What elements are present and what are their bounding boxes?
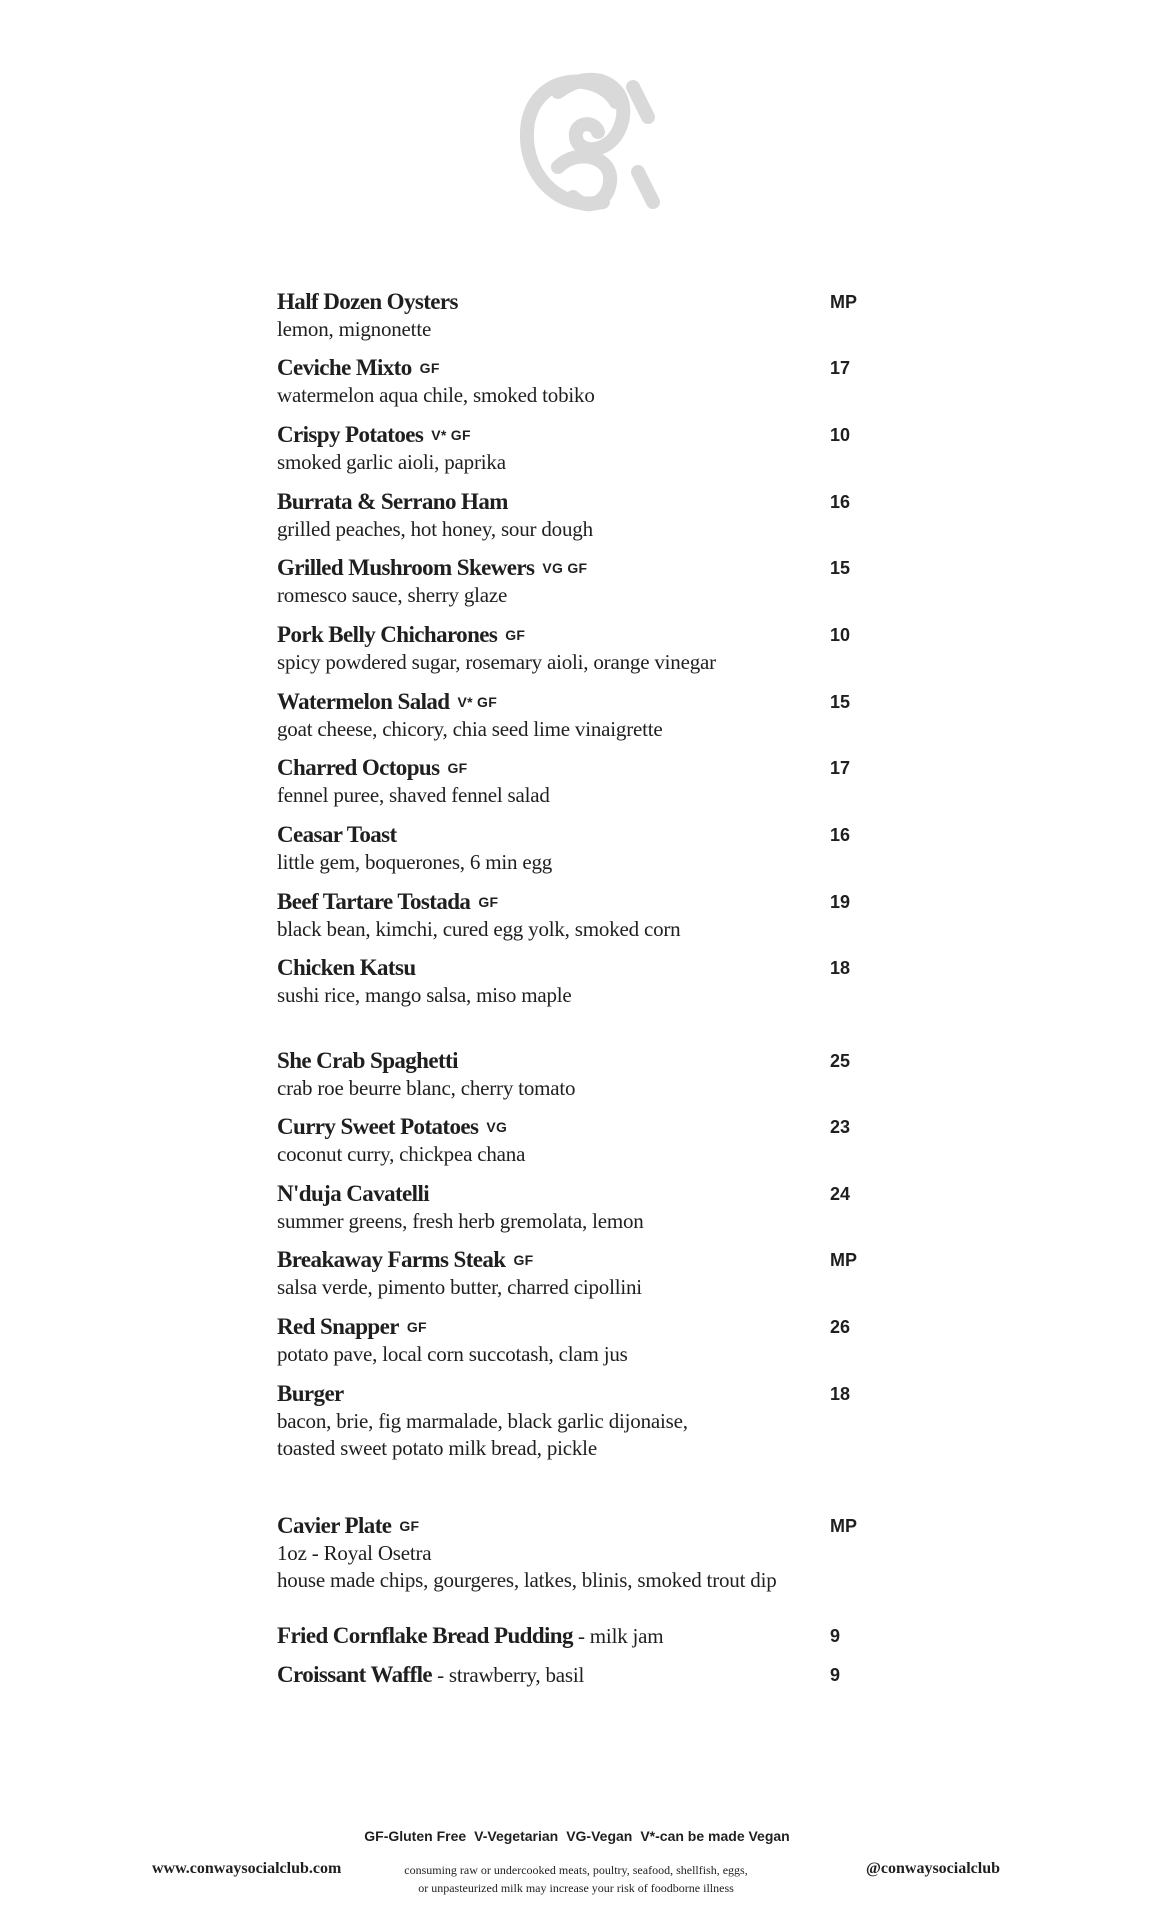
item-description: toasted sweet potato milk bread, pickle [277,1436,597,1460]
item-title: Red Snapper [277,1314,399,1339]
item-title: Breakaway Farms Steak [277,1247,506,1272]
item-title: Burger [277,1381,344,1406]
item-description: coconut curry, chickpea chana [277,1142,526,1166]
dietary-tag: GF [399,1518,420,1534]
menu-item [277,421,877,476]
disclaimer-line-2: or unpasteurized milk may increase your risk of foodborne illness [418,1881,734,1895]
website-link[interactable]: www.conwaysocialclub.com [152,1860,342,1877]
item-title: Half Dozen Oysters [277,289,458,314]
dessert-description: - strawberry, basil [432,1663,585,1687]
item-description: grilled peaches, hot honey, sour dough [277,517,593,541]
item-price: 26 [830,1317,851,1337]
item-description: 1oz - Royal Osetra [277,1541,432,1565]
dessert-description: - milk jam [572,1624,664,1648]
item-title: N'duja Cavatelli [277,1181,430,1206]
item-price: MP [830,1516,857,1536]
item-name [277,688,877,716]
item-description: black bean, kimchi, cured egg yolk, smoked corn [277,917,681,941]
dietary-tag: GF [419,360,440,376]
item-title: Burrata & Serrano Ham [277,489,508,514]
item-description: little gem, boquerones, 6 min egg [277,850,553,874]
menu-item [277,954,877,1009]
menu-item [277,288,877,343]
item-description: fennel puree, shaved fennel salad [277,783,550,807]
dessert-item [277,1661,877,1689]
item-price: 16 [830,825,851,845]
item-description: sushi rice, mango salsa, miso maple [277,983,572,1007]
menu-item [277,1180,877,1235]
item-name [277,1047,877,1075]
dietary-tag: GF [478,894,499,910]
dessert-price: 9 [830,1665,841,1685]
item-price: 10 [830,625,851,645]
item-price: 24 [830,1184,851,1204]
item-price: 17 [830,358,851,378]
item-title: Grilled Mushroom Skewers [277,555,535,580]
item-name [277,754,877,782]
item-description: bacon, brie, fig marmalade, black garlic dijonaise, [277,1409,688,1433]
item-title: Ceviche Mixto [277,355,412,380]
item-price: 15 [830,692,851,712]
item-description: salsa verde, pimento butter, charred cipollini [277,1275,642,1299]
dietary-tag: GF [447,760,468,776]
dietary-tag: GF [406,1319,427,1335]
item-description: smoked garlic aioli, paprika [277,450,506,474]
menu-item [277,1313,877,1368]
dietary-tag: GF [513,1252,534,1268]
item-title: Curry Sweet Potatoes [277,1114,479,1139]
item-name [277,1512,877,1540]
item-name [277,621,877,649]
item-description: romesco sauce, sherry glaze [277,583,508,607]
item-title: Charred Octopus [277,755,440,780]
menu-item [277,754,877,809]
item-description: lemon, mignonette [277,317,432,341]
item-price: 19 [830,892,851,912]
health-disclaimer [360,1861,792,1897]
dietary-legend [0,1828,1154,1844]
item-name [277,554,877,582]
item-price: 10 [830,425,851,445]
item-name [277,1180,877,1208]
item-name [277,354,877,382]
dessert-line [277,1622,877,1650]
disclaimer-line-1: consuming raw or undercooked meats, poultry, seafood, shellfish, eggs, [404,1863,748,1877]
legend-entry: V-Vegetarian [474,1828,559,1844]
item-price: 16 [830,492,851,512]
item-price: 18 [830,1384,851,1404]
item-name [277,288,877,316]
dessert-name: Fried Cornflake Bread Pudding [277,1623,573,1648]
menu-item [277,1380,877,1462]
menu-item [277,1113,877,1168]
menu-item [277,488,877,543]
item-name [277,421,877,449]
item-description: goat cheese, chicory, chia seed lime vinaigrette [277,717,663,741]
item-price: 23 [830,1117,851,1137]
dietary-tag: V* GF [431,427,471,443]
menu-item [277,888,877,943]
item-title: Ceasar Toast [277,822,397,847]
menu-item [277,354,877,409]
item-name [277,1313,877,1341]
item-title: Pork Belly Chicharones [277,622,498,647]
item-description: spicy powdered sugar, rosemary aioli, orange vinegar [277,650,716,674]
item-name [277,1380,877,1408]
item-description: house made chips, gourgeres, latkes, blinis, smoked trout dip [277,1568,777,1592]
monogram-logo [498,62,660,230]
dietary-tag: VG GF [542,560,588,576]
dessert-name: Croissant Waffle [277,1662,433,1687]
item-name [277,488,877,516]
item-title: Watermelon Salad [277,689,450,714]
item-price: 15 [830,558,851,578]
item-title: She Crab Spaghetti [277,1048,458,1073]
item-description: crab roe beurre blanc, cherry tomato [277,1076,576,1100]
menu-item [277,1047,877,1102]
item-description: potato pave, local corn succotash, clam jus [277,1342,628,1366]
item-price: 18 [830,958,851,978]
item-name [277,1113,877,1141]
legend-entry: V*-can be made Vegan [640,1828,790,1844]
dietary-tag: VG [486,1119,508,1135]
item-title: Cavier Plate [277,1513,392,1538]
item-price: 17 [830,758,851,778]
menu-item [277,554,877,609]
menu-item [277,821,877,876]
dessert-price: 9 [830,1626,841,1646]
item-description: summer greens, fresh herb gremolata, lemon [277,1209,644,1233]
item-name [277,821,877,849]
social-handle[interactable]: @conwaysocialclub [866,1860,1000,1877]
legend-entry: VG-Vegan [566,1828,633,1844]
menu-item [277,688,877,743]
menu-item [277,1512,877,1594]
item-description: watermelon aqua chile, smoked tobiko [277,383,595,407]
item-price: MP [830,292,857,312]
menu-item [277,621,877,676]
dietary-tag: V* GF [457,694,498,710]
legend-entry: GF-Gluten Free [364,1828,467,1844]
dessert-item [277,1622,877,1650]
item-title: Beef Tartare Tostada [277,889,471,914]
item-name [277,888,877,916]
dessert-line [277,1661,877,1689]
item-title: Chicken Katsu [277,955,416,980]
dietary-tag: GF [505,627,526,643]
item-price: 25 [830,1051,851,1071]
item-title: Crispy Potatoes [277,422,424,447]
item-price: MP [830,1250,857,1270]
item-name [277,954,877,982]
item-name [277,1246,877,1274]
menu-item [277,1246,877,1301]
